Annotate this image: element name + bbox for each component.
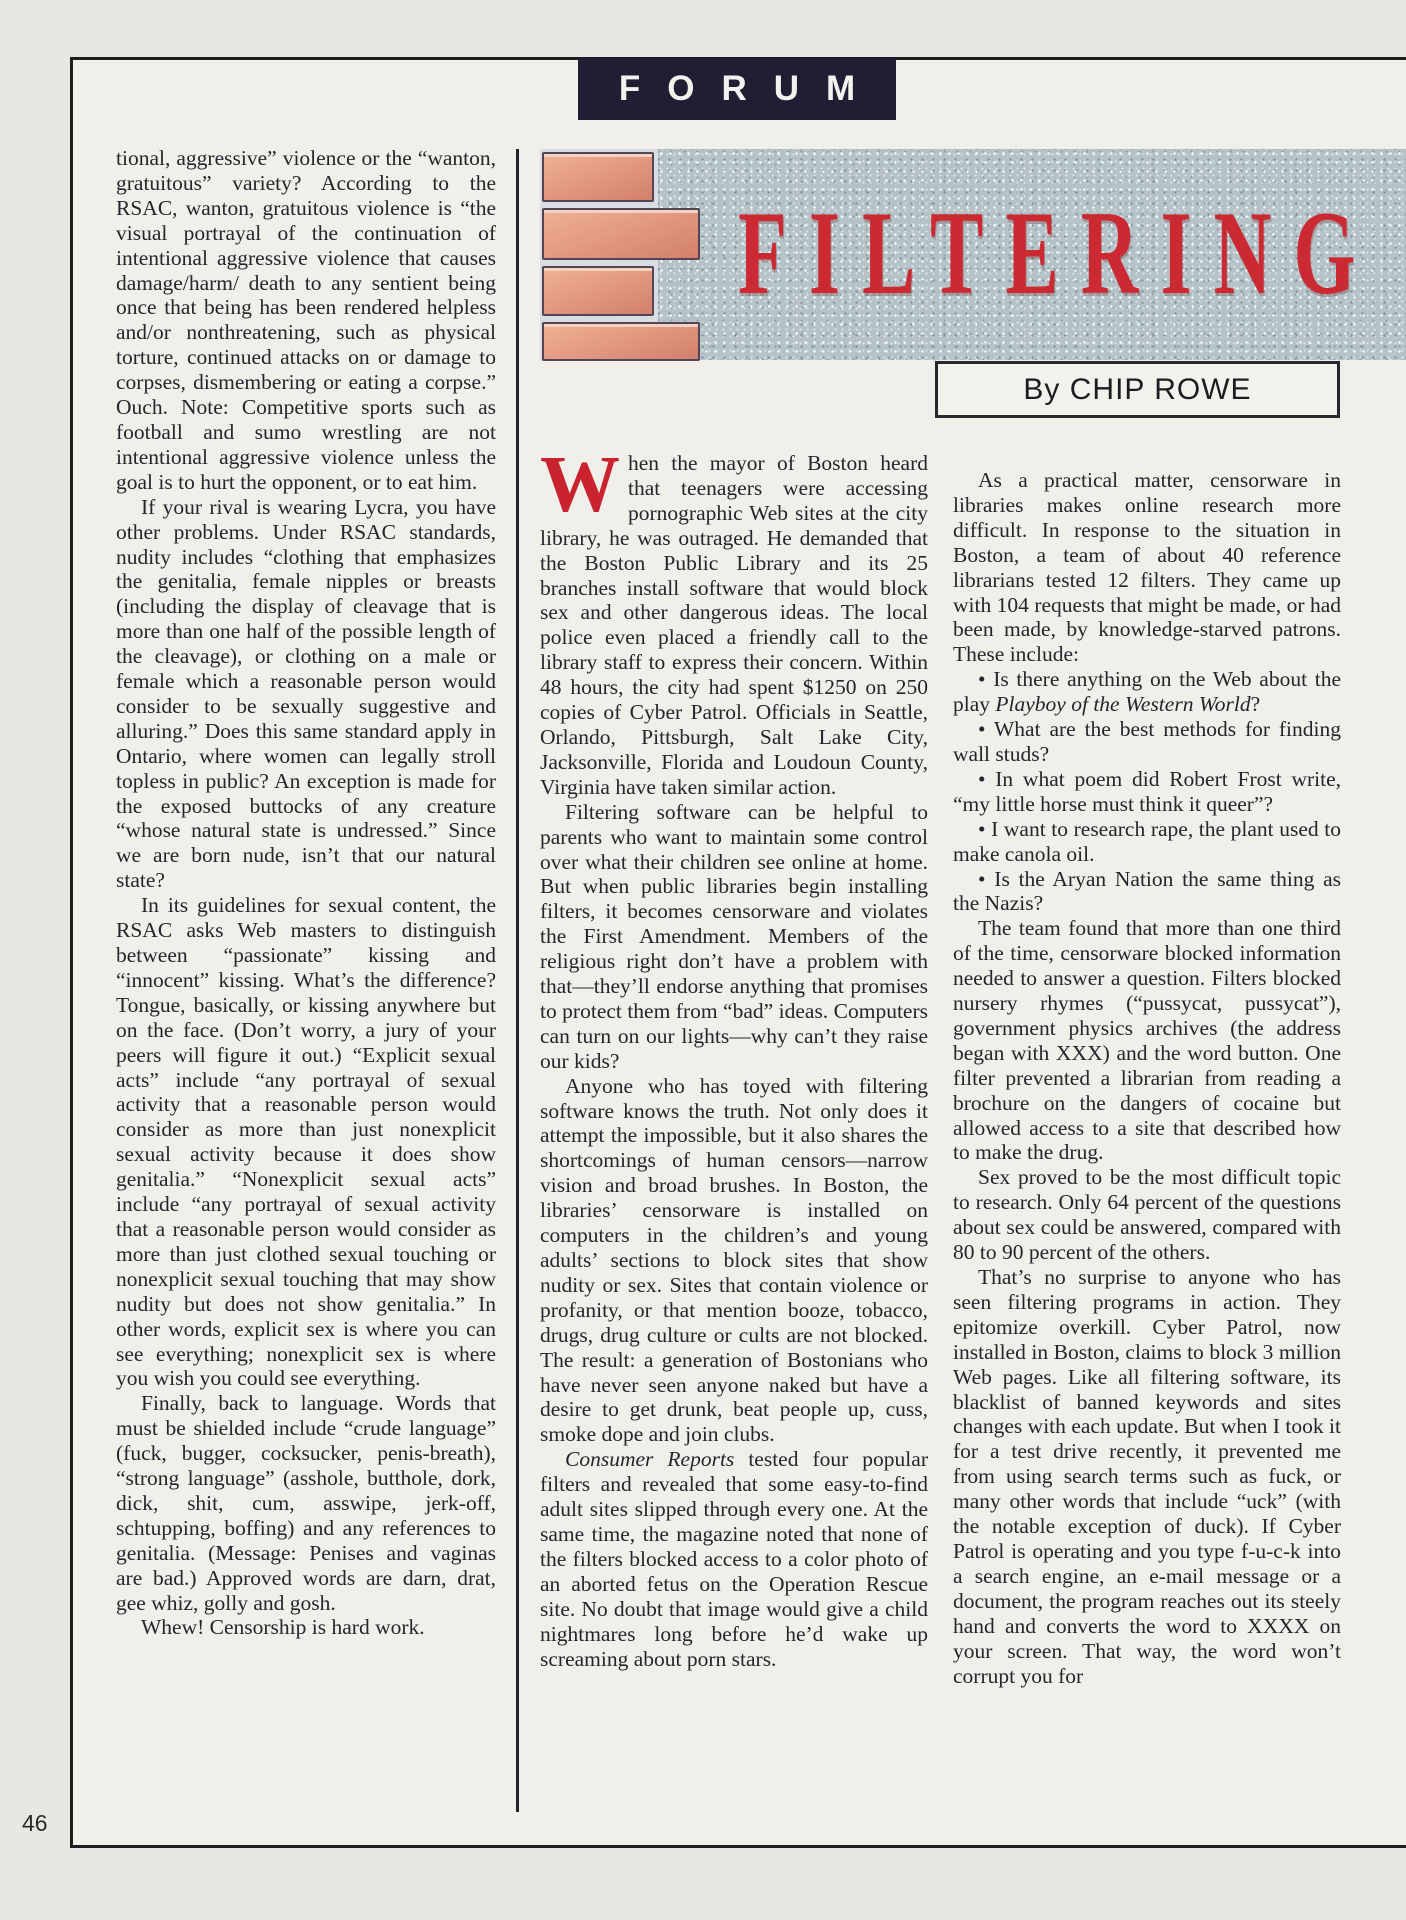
brick — [542, 208, 700, 260]
bullet-item: • I want to research rape, the plant used to make canola oil. — [953, 816, 1341, 866]
bullet-text: • Is there anything on the Web about the play — [953, 667, 1341, 717]
bullet-item: • Is the Aryan Nation the same thing as the Nazis? — [953, 866, 1341, 916]
magazine-name: Consumer Reports — [565, 1447, 735, 1472]
paragraph: Sex proved to be the most difficult topic to research. Only 64 percent of the questions about sex could be answered, compared with 80 to 90 percent of the others. — [953, 1165, 1341, 1265]
paragraph: tional, aggressive” violence or the “wanton, gratuitous” variety? According to the RSAC, wanton, gratuitous violence is “the visual portrayal of the continuation of intentional aggressive violence that causes damage/harm/ death to any sentient being once that being has been rendered helpless and/or nonthreatening, such as physical torture, continued attacks on or damage to corpses, dismembering or eating a corpse.” Ouch. Note: Competitive sports such as football and sumo wrestling are not intentional aggressive violence unless the goal is to hurt the opponent, or to eat him. — [116, 146, 496, 494]
paragraph-text: hen the mayor of Boston heard that teenagers were accessing pornographic Web sites at the city library, he was outraged. He demanded that the Boston Public Library and its 25 branches install software that would block sex and other dangerous ideas. The local police even placed a friendly call to the library staff to express their concern. Within 48 hours, the city had spent $1250 on 250 copies of Cyber Patrol. Officials in Seattle, Orlando, Pittsburgh, Salt Lake City, Jacksonville, Florida and Loudoun County, Virginia have taken similar action. — [540, 451, 928, 799]
brick — [542, 152, 654, 202]
brick — [542, 266, 654, 316]
column-divider — [516, 149, 519, 1812]
bullet-item — [953, 667, 1341, 717]
page-number: 46 — [22, 1810, 48, 1836]
article-title-text: FILTERING — [738, 187, 1378, 320]
bullet-item: • In what poem did Robert Frost write, “my little horse must think it queer”? — [953, 766, 1341, 816]
paragraph — [540, 1447, 928, 1671]
byline-box — [935, 361, 1340, 418]
paragraph: That’s no surprise to anyone who has seen filtering programs in action. They epitomize overkill. Cyber Patrol, now installed in Boston, claims to block 3 million Web pages. Like all filtering software, its blacklist of banned keywords and sites changes with each update. But when I took it for a test drive recently, it prevented me from using search terms such as fuck, or many other words that include “uck” (with the notable exception of duck). If Cyber Patrol is operating and you type f-u-c-k into a search engine, an e-mail message or a document, the program reaches out its steely hand and converts the word to XXXX on your screen. That way, the word won’t corrupt you for — [953, 1265, 1341, 1688]
right-column — [953, 468, 1341, 1814]
bullet-text: ? — [1250, 692, 1261, 717]
paragraph: Finally, back to language. Words that must be shielded include “crude language” (fuck, bugger, cocksucker, penis-breath), “strong language” (asshole, butthole, dork, dick, shit, cum, asswipe, jerk-off, schtupping, boffing) and any references to genitalia. (Message: Penises and vaginas are bad.) Approved words are darn, drat, gee whiz, golly and gosh. — [116, 1391, 496, 1615]
drop-cap: W — [540, 451, 620, 529]
middle-column — [540, 451, 928, 1815]
bullet-item: • What are the best methods for finding wall studs? — [953, 717, 1341, 766]
left-column — [116, 146, 496, 1814]
paragraph — [540, 451, 928, 800]
paragraph: In its guidelines for sexual content, the RSAC asks Web masters to distinguish between “passionate” kissing and “innocent” kissing. What’s the difference? Tongue, basically, or kissing anywhere but on the face. (Don’t worry, a jury of your peers will figure it out.) “Explicit sexual acts” include “any portrayal of sexual activity that a reasonable person would consider as more than just nonexplicit sexual activity because it does show genitalia.” “Nonexplicit sexual acts” include “any portrayal of sexual activity that a reasonable person would consider as more than just clothed sexual touching or nonexplicit sexual touching that may show nudity but does not show genitalia.” In other words, explicit sex is where you can see everything; nonexplicit sex is where you wish you could see everything. — [116, 893, 496, 1391]
paragraph: Filtering software can be helpful to parents who want to maintain some control over what their children see online at home. But when public libraries begin installing filters, it becomes censorware and violates the First Amendment. Members of the religious right don’t have a problem with that—they’ll endorse anything that promises to protect them from “bad” ideas. Computers can turn on our lights—why can’t they raise our kids? — [540, 799, 928, 1073]
play-title: Playboy of the Western World — [995, 692, 1251, 717]
paragraph-text: tested four popular filters and revealed that some easy-to-find adult sites slipped through every one. At the same time, the magazine noted that none of the filters blocked access to a color photo of an aborted fetus on the Operation Rescue site. No doubt that image would give a child nightmares long before he’d wake up screaming about porn stars. — [540, 1447, 928, 1671]
forum-section-banner — [578, 58, 896, 120]
paragraph: Whew! Censorship is hard work. — [141, 1615, 425, 1640]
paragraph: Anyone who has toyed with filtering software knows the truth. Not only does it attempt the impossible, but it also shares the shortcomings of human censors—narrow vision and broad brushes. In Boston, the libraries’ censorware is installed on computers in the children’s and young adults’ sections to block sites that show nudity or sex. Sites that contain violence or profanity, or that mention booze, tobacco, drugs, drug culture or cults are not blocked. The result: a generation of Bostonians who have never seen anyone naked but have a desire to get drunk, beat people up, cuss, smoke dope and join clubs. — [540, 1073, 928, 1447]
byline-text: By CHIP ROWE — [1023, 372, 1252, 406]
paragraph: The team found that more than one third of the time, censorware blocked information needed to answer a question. Filters blocked nursery rhymes (“pussycat, pussycat”), government physics archives (the address began with XXX) and the word button. One filter prevented a librarian from reading a brochure on the dangers of cocaine but allowed access to a site that described how to make the drug. — [953, 916, 1341, 1165]
article-title — [738, 149, 1406, 360]
forum-section-label: FORUM — [618, 69, 883, 108]
paragraph: As a practical matter, censorware in libraries makes online research more difficult. In response to the situation in Boston, a team of about 40 reference librarians tested 12 filters. They came up with 104 requests that might be made, or had been made, by knowledge-starved patrons. These include: — [953, 468, 1341, 667]
brick-wall-illustration — [540, 149, 730, 361]
brick — [542, 322, 700, 361]
paragraph: If your rival is wearing Lycra, you have other problems. Under RSAC standards, nudity includes “clothing that emphasizes the genitalia, female nipples or breasts (including the display of cleavage that is more than one half of the possible length of the cleavage), or clothing on a male or female which a reasonable person would consider to be sexually suggestive and alluring.” Does this same standard apply in Ontario, where women can legally stroll topless in public? An exception is made for the exposed buttocks of any creature “whose natural state is undressed.” Since we are born nude, isn’t that our natural state? — [116, 494, 496, 893]
